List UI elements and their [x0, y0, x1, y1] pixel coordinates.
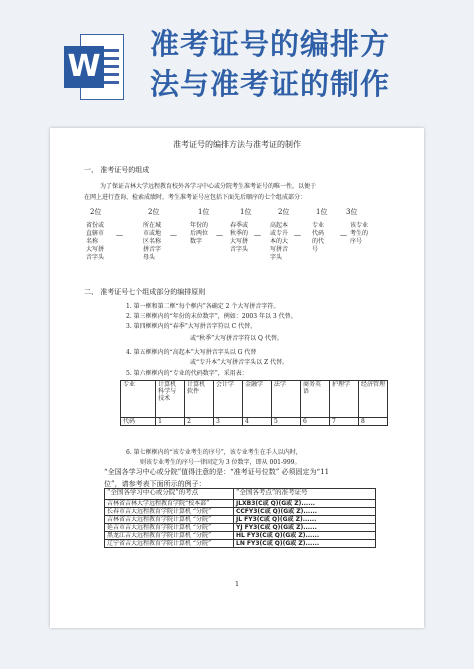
table-cell: LN FY3(C或 Q)(G或 Z)......	[234, 540, 376, 548]
digits-7: 3位	[346, 208, 358, 216]
component-col-3: 年份的 后两位 数字	[190, 222, 209, 245]
table-cell: 延吉市吉大远程教育学院计算机 “分院”	[105, 524, 234, 532]
document-page	[50, 128, 424, 628]
separator-dash: —	[116, 231, 123, 239]
table-cell: JLXB3(C或 Q)(G或 Z)......	[234, 500, 376, 508]
component-col-6: 专业 代码 的代 号	[312, 222, 325, 253]
digits-4: 1位	[240, 208, 252, 216]
table-row	[105, 489, 376, 500]
rule-3: 3. 第四框框内的“春季”大写拼音字符以 C 代替，	[126, 323, 257, 330]
table-row	[105, 532, 376, 540]
table-cell: 吉林省吉林大学远程教育学院“校本部”	[105, 500, 234, 508]
section-1-heading: 一、 准考证号的组成	[84, 166, 150, 174]
banner-title	[150, 24, 470, 104]
rule-6-line-b: 则该专业考生的序号一律固定为 3 位数字，即从 001-999。	[140, 459, 301, 466]
table-cell: 计算机科学与技术	[156, 381, 185, 418]
word-logo-letter: W	[64, 46, 104, 88]
banner-title-line2: 法与准考证的制作	[150, 67, 391, 101]
digits-3: 1位	[198, 208, 210, 216]
table-cell: 5	[272, 418, 301, 426]
note-line-a: “全国各学习中心或分院”值得注意的是：“准考证号位数” 必须固定为“11	[104, 468, 330, 476]
table-cell: 法学	[272, 381, 301, 418]
rule-1: 1. 第一框和第二框“每个框内”各确定 2 个大写拼音字符。	[126, 303, 280, 310]
component-col-2: 所在城 市或地 区名称 拼音字 母头	[143, 222, 162, 261]
separator-dash: —	[170, 231, 177, 239]
separator-dash: —	[294, 231, 301, 239]
table-cell: 7	[329, 418, 358, 426]
table-cell: 商务英语	[301, 381, 330, 418]
table-cell: 会计学	[214, 381, 243, 418]
table-row	[105, 500, 376, 508]
rule-2: 2. 第三框框内的“年份的末位数字”，例如：2003 年以 3 代替。	[126, 313, 297, 320]
table-header: “全国各考点”的准考证号	[234, 489, 376, 500]
table-cell: 计算机软件	[185, 381, 214, 418]
document-title: 准考证号的编排方法与准考证的制作	[173, 140, 301, 149]
digits-6: 1位	[316, 208, 328, 216]
table-cell: 黑龙江吉大远程教育学院计算机 “分院”	[105, 532, 234, 540]
digits-2: 2位	[148, 208, 160, 216]
table-cell: HL FY3(C或 Q)(G或 Z)......	[234, 532, 376, 540]
table-row	[105, 540, 376, 548]
table-header: “全国各学习中心或分院”的考点	[105, 489, 234, 500]
table-cell: 3	[214, 418, 243, 426]
separator-dash: —	[340, 231, 347, 239]
page-number: 1	[235, 581, 239, 588]
table-cell: 经济管理	[358, 381, 387, 418]
section-2-heading: 二、 准考证号七个组成部分的编排原则	[84, 288, 206, 296]
table-cell: 专业	[121, 381, 156, 418]
table-cell: 护理学	[329, 381, 358, 418]
table-cell: 8	[358, 418, 387, 426]
table-cell: 1	[156, 418, 185, 426]
rule-3-cont: 或“秋季”大写拼音字符以 Q 代替。	[190, 335, 283, 342]
component-col-5: 高起本 或专升 本的大 写拼音 字头	[270, 222, 289, 261]
table-row	[121, 418, 388, 426]
table-cell: 长春市吉大远程教育学院计算机 “分院”	[105, 508, 234, 516]
banner-title-line1: 准考证号的编排方	[150, 27, 391, 61]
banner	[0, 0, 474, 125]
digits-5: 2位	[278, 208, 290, 216]
word-document-icon	[64, 34, 124, 100]
rule-5: 5. 第六框框内的“专业的代码数字”，采用表：	[126, 370, 248, 377]
table-cell: 辽宁省吉大远程教育学院计算机 “分院”	[105, 540, 234, 548]
table-cell: JL FY3(C或 Q)(G或 Z)......	[234, 516, 376, 524]
table-cell: 6	[301, 418, 330, 426]
rule-4: 4. 第五框框内的“高起本”大写拼音字头以 G 代替	[126, 349, 257, 356]
table-cell: 金融学	[243, 381, 272, 418]
table-cell: 代码	[121, 418, 156, 426]
note-line-b: 位”，请参考表下面所示的例子：	[104, 480, 206, 488]
component-col-7: 该专业 考生的 序号	[350, 222, 369, 245]
table-cell: 吉林省吉大远程教育学院计算机 “分院”	[105, 516, 234, 524]
table-cell: YJ FY3(C或 Q)(G或 Z)......	[234, 524, 376, 532]
rule-4-cont: 或“专升本”大写拼音字头以 Z 代替。	[190, 359, 289, 366]
table-row	[105, 524, 376, 532]
digits-1: 2位	[90, 208, 102, 216]
table-row	[105, 516, 376, 524]
table-cell: CCFY3(C或 Q)(G或 Z)......	[234, 508, 376, 516]
table-cell: 4	[243, 418, 272, 426]
table-row	[121, 381, 388, 418]
rule-6-line-a: 6. 第七框框内的“该专业考生的序号”，该专业考生在手人以内时，	[126, 449, 302, 456]
paragraph-1-line-a: 为了保证吉林大学远程教育校外各学习中心或分院考生准考证号的唯一性，以便于	[100, 183, 317, 190]
component-col-4: 春季或 秋季的 大写拼 音字头	[230, 222, 249, 253]
table-row	[105, 508, 376, 516]
separator-dash: —	[254, 231, 261, 239]
paragraph-1-line-b: 在网上进行查询、检索成绩时，考生准考证号应包括下面先后顺序的七个组成部分：	[84, 194, 307, 201]
table-cell: 2	[185, 418, 214, 426]
separator-dash: —	[216, 231, 223, 239]
exam-center-table	[104, 488, 376, 548]
major-code-table	[120, 380, 388, 426]
component-col-1: 省份或 直辖市 名称 大写拼 音字头	[86, 222, 105, 261]
